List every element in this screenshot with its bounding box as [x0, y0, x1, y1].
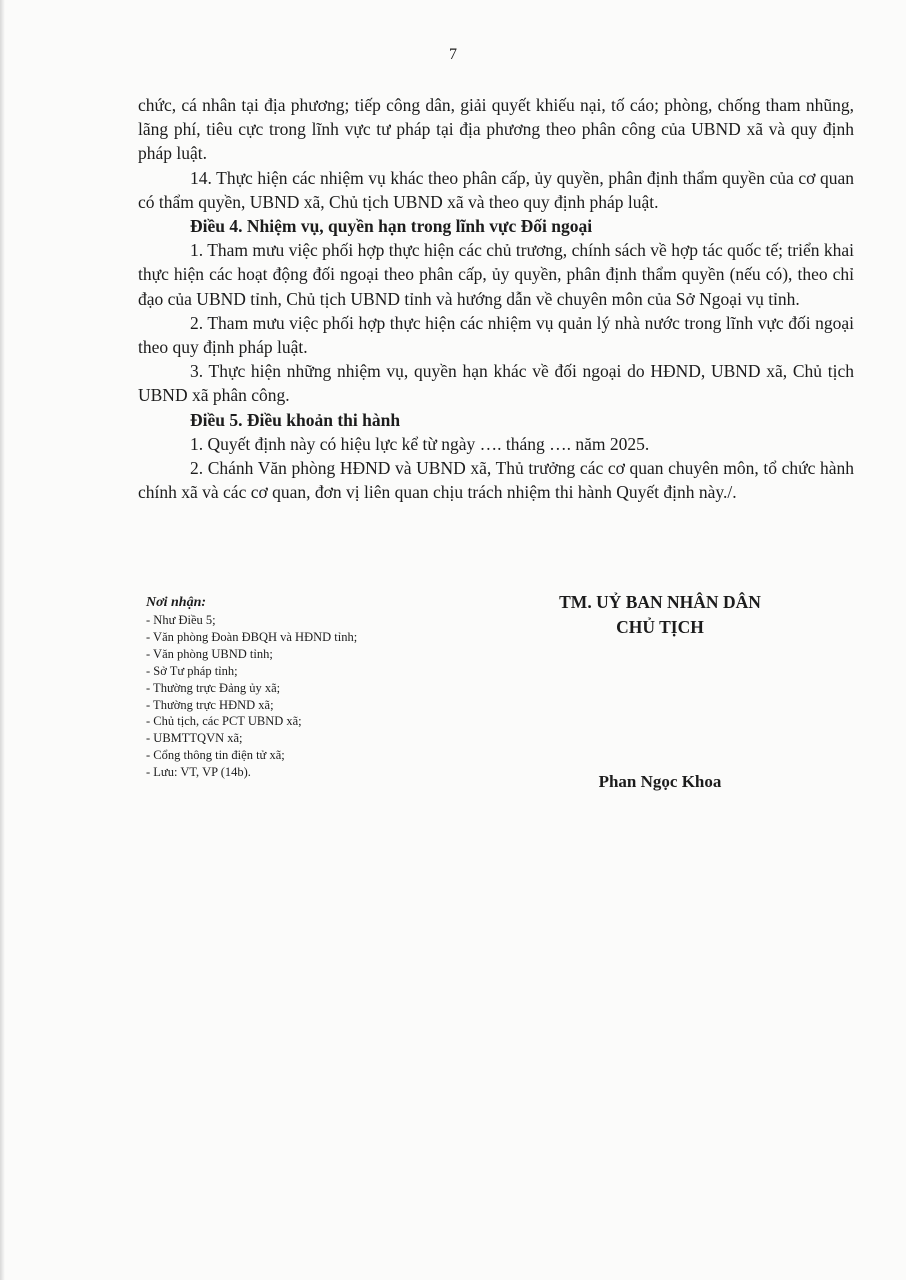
recipient-item: - Văn phòng UBND tỉnh;	[146, 646, 273, 661]
recipient-item: - Thường trực HĐND xã;	[146, 697, 274, 712]
recipient-item: - Chủ tịch, các PCT UBND xã;	[146, 714, 302, 729]
paragraph: 14. Thực hiện các nhiệm vụ khác theo phân cấp, ủy quyền, phân định thẩm quyền của cơ quan có thẩm quyền, UBND xã, Chủ tịch UBND xã và theo quy định pháp luật.	[138, 167, 854, 212]
paragraph: 2. Tham mưu việc phối hợp thực hiện các nhiệm vụ quản lý nhà nước trong lĩnh vực đối ngoại theo quy định pháp luật.	[138, 312, 854, 358]
signature-organization: TM. UỶ BAN NHÂN DÂN	[559, 592, 761, 612]
signature-block	[512, 590, 808, 792]
document-body	[138, 93, 854, 504]
paragraph: 3. Thực hiện những nhiệm vụ, quyền hạn khác về đối ngoại do HĐND, UBND xã, Chủ tịch UBND xã phân công.	[138, 361, 854, 406]
article-4-heading: Điều 4. Nhiệm vụ, quyền hạn trong lĩnh vực Đối ngoại	[190, 216, 593, 237]
paragraph: 2. Chánh Văn phòng HĐND và UBND xã, Thủ trưởng các cơ quan chuyên môn, tổ chức hành chính xã và các cơ quan, đơn vị liên quan chịu trách nhiệm thi hành Quyết định này./.	[138, 458, 854, 503]
recipient-item: - Sở Tư pháp tỉnh;	[146, 663, 238, 678]
recipient-item: - Thường trực Đảng ủy xã;	[146, 680, 281, 695]
recipients-title: Nơi nhận:	[146, 595, 207, 610]
article-5-heading: Điều 5. Điều khoản thi hành	[190, 409, 401, 430]
paragraph: 1. Quyết định này có hiệu lực kể từ ngày …. tháng …. năm 2025.	[190, 433, 650, 454]
recipients-list	[146, 612, 486, 781]
recipient-item: - Văn phòng Đoàn ĐBQH và HĐND tỉnh;	[146, 629, 358, 644]
page-number: 7	[449, 46, 457, 63]
recipient-item: - Như Điều 5;	[146, 613, 216, 627]
signature-position: CHỦ TỊCH	[616, 617, 704, 637]
recipient-item: - Cổng thông tin điện tử xã;	[146, 748, 285, 763]
scan-edge	[0, 0, 5, 1280]
signer-name: Phan Ngọc Khoa	[598, 772, 722, 791]
recipient-item: - UBMTTQVN xã;	[146, 731, 243, 746]
paragraph: chức, cá nhân tại địa phương; tiếp công dân, giải quyết khiếu nại, tố cáo; phòng, chống tham nhũng, lãng phí, tiêu cực trong lĩnh vực tư pháp tại địa phương theo phân công của UBND xã và quy định pháp luật.	[138, 95, 854, 164]
paragraph: 1. Tham mưu việc phối hợp thực hiện các chủ trương, chính sách về hợp tác quốc tế; triển khai thực hiện các hoạt động đối ngoại theo phân cấp, ủy quyền, phân định thẩm quyền (nếu có), theo chỉ đạo của UBND tỉnh, Chủ tịch UBND tỉnh và hướng dẫn về chuyên môn của Sở Ngoại vụ tỉnh.	[138, 240, 854, 309]
recipient-item: - Lưu: VT, VP (14b).	[146, 765, 251, 780]
recipients-block	[146, 593, 486, 781]
